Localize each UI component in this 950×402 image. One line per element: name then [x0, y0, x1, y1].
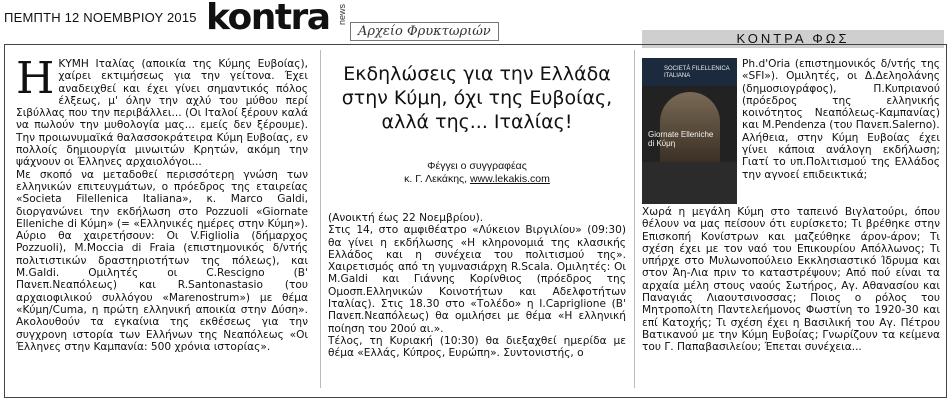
- article-paragraph: Στις 14, στο αμφιθέατρο «Λύκειον Βιργιλίου» (09:30) θα γίνει η εκδήλωσης «Η κληρονομιά της κλασικής Ελλάδος και η συνέχεια του πολιτισμού της». Χαιρετισμός από τη γυμνασιάρχη R.Scala. Ομιλητές: Οι M.Galdi και Γιάννης Κορίνθιος (πρόεδρος της Ομοσπ.Ελληνικών Κοινοτήτων και Αδελφοτήτων Ιταλίας). Στις 18.30 στο «Τολέδο» η I.Capriglione (Β' Πανεπ.Νεαπόλεως) θα ομιλήσει με θέμα «Η ελληνική ποίηση του 20ού αι.».: [328, 224, 626, 335]
- article-paragraph: Χωρά η μεγάλη Κύμη στο ταπεινό Βιγλατούρι, όπου θέλουν να μας πείσουν ότι ευρίσκετο; Τι βρέθηκε στην Επισκοπή Κονίστρων και μαζεύθηκε άρον-άρον; Τι σχέση έχει με τον ναό του Επικουρίου Απόλλωνος; Τι υπήρχε στο Μυλωνοπούλειο Εκκλησιαστικό Ίδρυμα και στον Άη-Λια πριν το καταστρέψουν; Από πού είναι τα αρχαία μέλη στους ναούς Σωτήρος, Αγ. Αθανασίου και Παναγιάς Λιαουτσινοσσας; Ποιος ο ρόλος του Μητροπολίτη Παντελεήμονος Φωστίνη το 1920-30 και επί Κατοχής; Τι σχέση έχει η Βασιλική του Αγ. Πέτρου Βατικανού με την Κύμη Ευβοίας; Γνωρίζουν τα κείμενα του Γ. Παπαβασιλείου; Έπεται συνέχεια...: [642, 206, 940, 354]
- article-paragraph: Αλήθεια, στην Κύμη Ευβοίας έχει γίνει κάποια ανάλογη εκδήλωση; Γιατί το υπ.Πολιτισμού της Ελλάδος την αγνοεί επιδεικτικά;: [742, 131, 940, 181]
- article-paragraph: [16, 53, 308, 169]
- poster-org-name: SOCIETÀ FILELLENICA ITALIANA: [664, 66, 730, 79]
- byline-author: [328, 173, 626, 186]
- section-title: ΚΟΝΤΡΑ ΦΩΣ: [642, 30, 944, 48]
- masthead: [0, 0, 950, 48]
- byline: [328, 160, 626, 186]
- author-website-link[interactable]: www.lekakis.com: [469, 173, 550, 185]
- event-poster-image: [642, 58, 737, 204]
- drop-cap: Η: [16, 53, 55, 104]
- poster-title: Giornate Elleniche di Kύμη: [648, 130, 714, 148]
- article-headline: Εκδηλώσεις για την Ελλάδα στην Κύμη, όχι της Ευβοίας, αλλά της... Ιταλίας!: [341, 63, 613, 133]
- article-column-3-top: [742, 58, 940, 181]
- logo-news-label: news: [337, 4, 347, 26]
- issue-date: ΠΕΜΠΤΗ 12 ΝΟΕΜΒΡΙΟΥ 2015: [4, 10, 197, 25]
- kontra-logo: kontra: [206, 0, 330, 38]
- article-paragraph: (Ανοικτή έως 22 Νοεμβρίου).: [328, 212, 484, 224]
- article-column-1: [16, 53, 308, 353]
- column-divider: [320, 50, 321, 388]
- poster-floor-graphic: [642, 162, 737, 204]
- byline-author-name: κ. Γ. Λεκάκης,: [404, 173, 470, 185]
- article-column-3-bottom: [642, 206, 940, 354]
- article-paragraph: Τέλος, τη Κυριακή (10:30) θα διεξαχθεί ημερίδα με θέμα «Ελλάς, Κύπρος, Ευρώπη». Συντονιστής, ο: [328, 334, 626, 360]
- article-paragraph: Ph.d'Oria (επιστημονικός δ/ντής της «SFI»). Ομιλητές, οι Δ.Δεληολάνης (δημοσιογράφος), Π.Κυπριανού (πρόεδρος της ελληνικής κοινότητος Νεαπόλεως-Καμπανίας) και M.Pendenza (του Πανεπ.Salerno).: [742, 58, 940, 132]
- article-paragraph: Με σκοπό να μεταδοθεί περισσότερη γνώση των ελληνικών επιτευγμάτων, ο πρόεδρος της εταιρείας «Societa Filellenica Italiana», κ. Marco Galdi, διοργανώνει την εκδήλωση στο Pozzuoli «Giornate Elleniche di Kύμη» (= «Ελληνικές ημέρες στην Κύμη»). Αύριο θα χαιρετήσουν: Οι V.Figliolia (δήμαρχος Pozzuoli), M.Moccia di Fraia (επιστημονικός δ/ντής πολιτιστικών δραστηριοτήτων της πόλεως), και M.Galdi. Ομιλητές οι C.Rescigno (Β' Πανεπ.Νεαπόλεως) και R.Santonastasio (του αρχαιοφιλικού συλλόγου «Marenostrum») με θέμα «Κύμη/Cuma, η πρώτη ελληνική αποικία στην Δύση». Ακολουθούν τα εγκαίνια της εκθέσεως για την συγχρονη ιστορία των Ελλήνων της Νεαπόλεως «Οι Έλληνες στην Καμπανία: 500 χρόνια ιστορίας».: [16, 168, 308, 353]
- article-column-2: [328, 212, 626, 360]
- column-divider: [634, 50, 635, 388]
- poster-arch-graphic: [660, 92, 720, 162]
- paragraph-text: ΚΥΜΗ Ιταλίας (αποικία της Κύμης Ευβοίας), χαίρει εκτιμήσεως για την γείτονα. Έχει αναδειχθεί και έχει γίνει σημαντικός πόλος έλξεως, μ' όλην την αχλύ του μύθου περί Σιβύλλας που την περιβάλλει... (Οι Ιταλοί ξέρουν καλά να πωλούν την μυθολογία μας... εμείς δεν ξέρουμε). Την προιωνυμαϊκά θαλασσοκράτειρα Κύμη Ευβοίας, εν πολλοίς δημιουργία μινωιτών Κρητών, ακόμη την ψάχνουν οι Έλληνες αρχαιολόγοι...: [16, 58, 308, 169]
- archive-tab: Αρχείο Φρυκτωριών: [350, 22, 499, 41]
- byline-line: Φέγγει ο συγγραφέας: [427, 160, 527, 172]
